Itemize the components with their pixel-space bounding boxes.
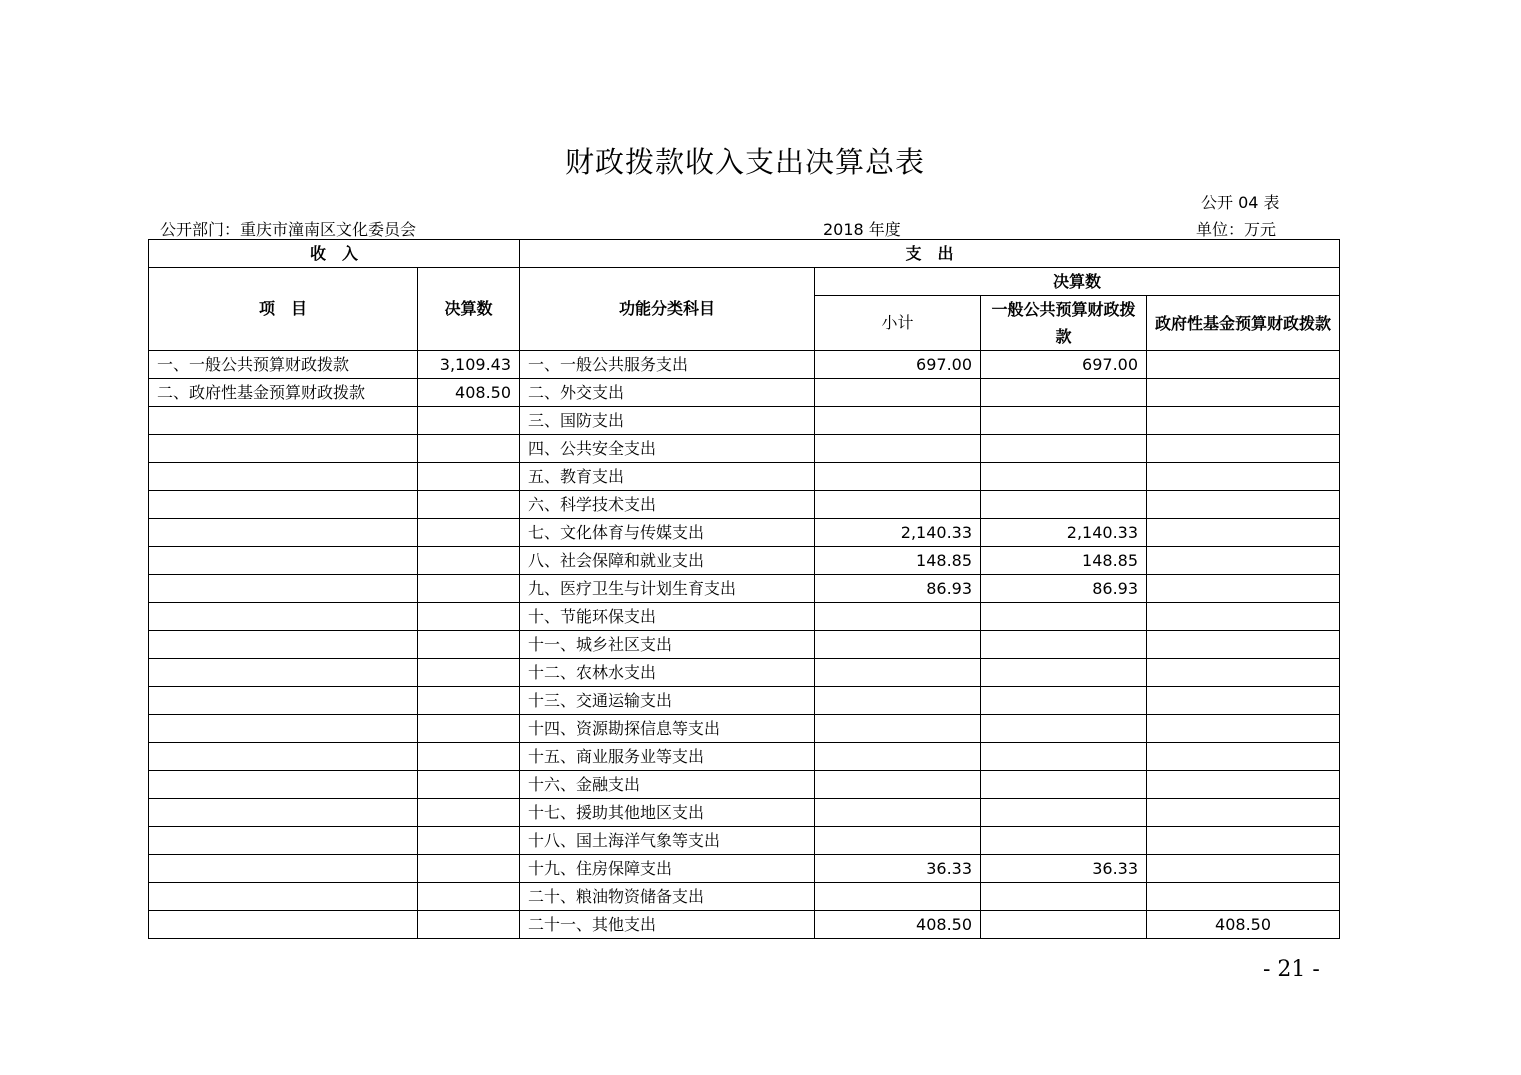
- income-amount-cell: [418, 827, 520, 855]
- category-cell: 四、公共安全支出: [520, 435, 815, 463]
- subtotal-cell: [815, 435, 981, 463]
- table-row: [149, 911, 1340, 939]
- table-row: [149, 547, 1340, 575]
- income-amount-cell: [418, 659, 520, 687]
- general-budget-cell: [981, 883, 1147, 911]
- income-amount-cell: [418, 771, 520, 799]
- table-row: [149, 743, 1340, 771]
- gov-fund-cell: [1147, 855, 1340, 883]
- table-row: [149, 519, 1340, 547]
- table-row: [149, 771, 1340, 799]
- general-budget-cell: 148.85: [981, 547, 1147, 575]
- general-budget-cell: [981, 491, 1147, 519]
- income-amount-cell: [418, 743, 520, 771]
- income-item-cell: [149, 715, 418, 743]
- income-item-cell: [149, 771, 418, 799]
- form-number: 公开 04 表: [1201, 193, 1280, 212]
- income-amount-cell: [418, 631, 520, 659]
- subtotal-cell: [815, 407, 981, 435]
- income-amount-cell: [418, 799, 520, 827]
- gov-fund-cell: [1147, 827, 1340, 855]
- general-budget-cell: [981, 827, 1147, 855]
- income-item-cell: [149, 575, 418, 603]
- general-budget-cell: 86.93: [981, 575, 1147, 603]
- income-item-cell: [149, 519, 418, 547]
- gov-fund-cell: [1147, 687, 1340, 715]
- subtotal-cell: [815, 715, 981, 743]
- income-item-cell: [149, 407, 418, 435]
- table-row: [149, 799, 1340, 827]
- table-row: [149, 715, 1340, 743]
- header-row-2: [149, 268, 1340, 296]
- subtotal-cell: [815, 743, 981, 771]
- table-row: [149, 883, 1340, 911]
- gov-fund-cell: [1147, 631, 1340, 659]
- income-item-cell: [149, 687, 418, 715]
- subtotal-cell: 86.93: [815, 575, 981, 603]
- category-cell: 二、外交支出: [520, 379, 815, 407]
- table-row: [149, 379, 1340, 407]
- income-amount-cell: [418, 715, 520, 743]
- general-budget-cell: 2,140.33: [981, 519, 1147, 547]
- general-budget-cell: [981, 435, 1147, 463]
- general-budget-cell: [981, 407, 1147, 435]
- category-cell: 二十一、其他支出: [520, 911, 815, 939]
- gov-fund-cell: [1147, 883, 1340, 911]
- income-item-cell: [149, 491, 418, 519]
- table-row: [149, 631, 1340, 659]
- income-amount-cell: [418, 911, 520, 939]
- income-amount-cell: [418, 547, 520, 575]
- general-budget-cell: [981, 379, 1147, 407]
- gov-fund-cell: [1147, 547, 1340, 575]
- table-row: [149, 491, 1340, 519]
- category-cell: 十四、资源勘探信息等支出: [520, 715, 815, 743]
- gov-fund-header: 政府性基金预算财政拨款: [1147, 296, 1340, 351]
- income-amount-cell: [418, 491, 520, 519]
- income-item-cell: [149, 659, 418, 687]
- income-amount-cell: 408.50: [418, 379, 520, 407]
- subtotal-cell: [815, 603, 981, 631]
- income-amount-header: 决算数: [418, 268, 520, 351]
- table-row: [149, 827, 1340, 855]
- income-item-cell: [149, 911, 418, 939]
- page-number: - 21 -: [1263, 957, 1320, 982]
- income-amount-cell: [418, 519, 520, 547]
- item-header: 项 目: [149, 268, 418, 351]
- table-row: [149, 687, 1340, 715]
- category-cell: 十五、商业服务业等支出: [520, 743, 815, 771]
- gov-fund-cell: [1147, 743, 1340, 771]
- table-row: [149, 603, 1340, 631]
- category-cell: 十一、城乡社区支出: [520, 631, 815, 659]
- table-row: [149, 407, 1340, 435]
- subtotal-cell: [815, 491, 981, 519]
- subtotal-cell: 2,140.33: [815, 519, 981, 547]
- gov-fund-cell: [1147, 771, 1340, 799]
- budget-summary-table: [148, 239, 1340, 939]
- income-item-cell: [149, 631, 418, 659]
- gov-fund-cell: [1147, 463, 1340, 491]
- category-cell: 二十、粮油物资储备支出: [520, 883, 815, 911]
- subtotal-cell: 148.85: [815, 547, 981, 575]
- gov-fund-cell: [1147, 491, 1340, 519]
- general-budget-cell: [981, 799, 1147, 827]
- table-row: [149, 855, 1340, 883]
- subtotal-cell: [815, 883, 981, 911]
- subtotal-cell: [815, 771, 981, 799]
- subtotal-cell: [815, 827, 981, 855]
- subtotal-header: 小计: [815, 296, 981, 351]
- subtotal-cell: [815, 659, 981, 687]
- income-item-cell: [149, 435, 418, 463]
- subtotal-cell: [815, 379, 981, 407]
- income-item-cell: [149, 463, 418, 491]
- income-item-cell: [149, 827, 418, 855]
- page-title: 财政拨款收入支出决算总表: [564, 145, 925, 179]
- income-amount-cell: 3,109.43: [418, 351, 520, 379]
- general-budget-cell: [981, 603, 1147, 631]
- category-cell: 十三、交通运输支出: [520, 687, 815, 715]
- table-row: [149, 463, 1340, 491]
- gov-fund-cell: 408.50: [1147, 911, 1340, 939]
- subtotal-cell: [815, 687, 981, 715]
- gov-fund-cell: [1147, 575, 1340, 603]
- subtotal-cell: 408.50: [815, 911, 981, 939]
- table-row: [149, 659, 1340, 687]
- category-cell: 十七、援助其他地区支出: [520, 799, 815, 827]
- gov-fund-cell: [1147, 799, 1340, 827]
- category-cell: 三、国防支出: [520, 407, 815, 435]
- general-budget-cell: 697.00: [981, 351, 1147, 379]
- expense-header: 支 出: [520, 240, 1340, 268]
- category-cell: 十八、国土海洋气象等支出: [520, 827, 815, 855]
- header-row-1: [149, 240, 1340, 268]
- income-item-cell: [149, 743, 418, 771]
- income-item-cell: 一、一般公共预算财政拨款: [149, 351, 418, 379]
- income-amount-cell: [418, 603, 520, 631]
- income-header: 收 入: [149, 240, 520, 268]
- category-cell: 六、科学技术支出: [520, 491, 815, 519]
- general-budget-cell: [981, 687, 1147, 715]
- category-cell: 十六、金融支出: [520, 771, 815, 799]
- category-cell: 十、节能环保支出: [520, 603, 815, 631]
- income-item-cell: [149, 855, 418, 883]
- general-budget-cell: 36.33: [981, 855, 1147, 883]
- income-amount-cell: [418, 463, 520, 491]
- department-label: 公开部门：重庆市潼南区文化委员会: [160, 220, 417, 239]
- table-body: [149, 240, 1340, 939]
- subtotal-cell: [815, 463, 981, 491]
- expense-amount-header: 决算数: [815, 268, 1340, 296]
- income-item-cell: [149, 603, 418, 631]
- category-cell: 一、一般公共服务支出: [520, 351, 815, 379]
- category-cell: 九、医疗卫生与计划生育支出: [520, 575, 815, 603]
- income-amount-cell: [418, 883, 520, 911]
- general-budget-cell: [981, 911, 1147, 939]
- category-cell: 十二、农林水支出: [520, 659, 815, 687]
- unit-label: 单位：万元: [1196, 220, 1277, 239]
- category-cell: 八、社会保障和就业支出: [520, 547, 815, 575]
- table-row: [149, 575, 1340, 603]
- gov-fund-cell: [1147, 715, 1340, 743]
- income-item-cell: [149, 799, 418, 827]
- gov-fund-cell: [1147, 603, 1340, 631]
- gov-fund-cell: [1147, 435, 1340, 463]
- general-budget-cell: [981, 463, 1147, 491]
- gov-fund-cell: [1147, 379, 1340, 407]
- subtotal-cell: 697.00: [815, 351, 981, 379]
- gov-fund-cell: [1147, 519, 1340, 547]
- subtotal-cell: [815, 799, 981, 827]
- general-budget-cell: [981, 659, 1147, 687]
- income-item-cell: [149, 547, 418, 575]
- income-amount-cell: [418, 575, 520, 603]
- category-cell: 五、教育支出: [520, 463, 815, 491]
- table-row: [149, 435, 1340, 463]
- general-budget-header: 一般公共预算财政拨款: [981, 296, 1147, 351]
- function-category-header: 功能分类科目: [520, 268, 815, 351]
- gov-fund-cell: [1147, 659, 1340, 687]
- income-amount-cell: [418, 855, 520, 883]
- fiscal-year: 2018 年度: [823, 220, 901, 239]
- category-cell: 十九、住房保障支出: [520, 855, 815, 883]
- general-budget-cell: [981, 631, 1147, 659]
- subtotal-cell: [815, 631, 981, 659]
- subtotal-cell: 36.33: [815, 855, 981, 883]
- general-budget-cell: [981, 771, 1147, 799]
- income-amount-cell: [418, 407, 520, 435]
- income-amount-cell: [418, 435, 520, 463]
- table-row: [149, 351, 1340, 379]
- general-budget-cell: [981, 715, 1147, 743]
- income-item-cell: [149, 883, 418, 911]
- general-budget-cell: [981, 743, 1147, 771]
- income-item-cell: 二、政府性基金预算财政拨款: [149, 379, 418, 407]
- gov-fund-cell: [1147, 407, 1340, 435]
- gov-fund-cell: [1147, 351, 1340, 379]
- category-cell: 七、文化体育与传媒支出: [520, 519, 815, 547]
- income-amount-cell: [418, 687, 520, 715]
